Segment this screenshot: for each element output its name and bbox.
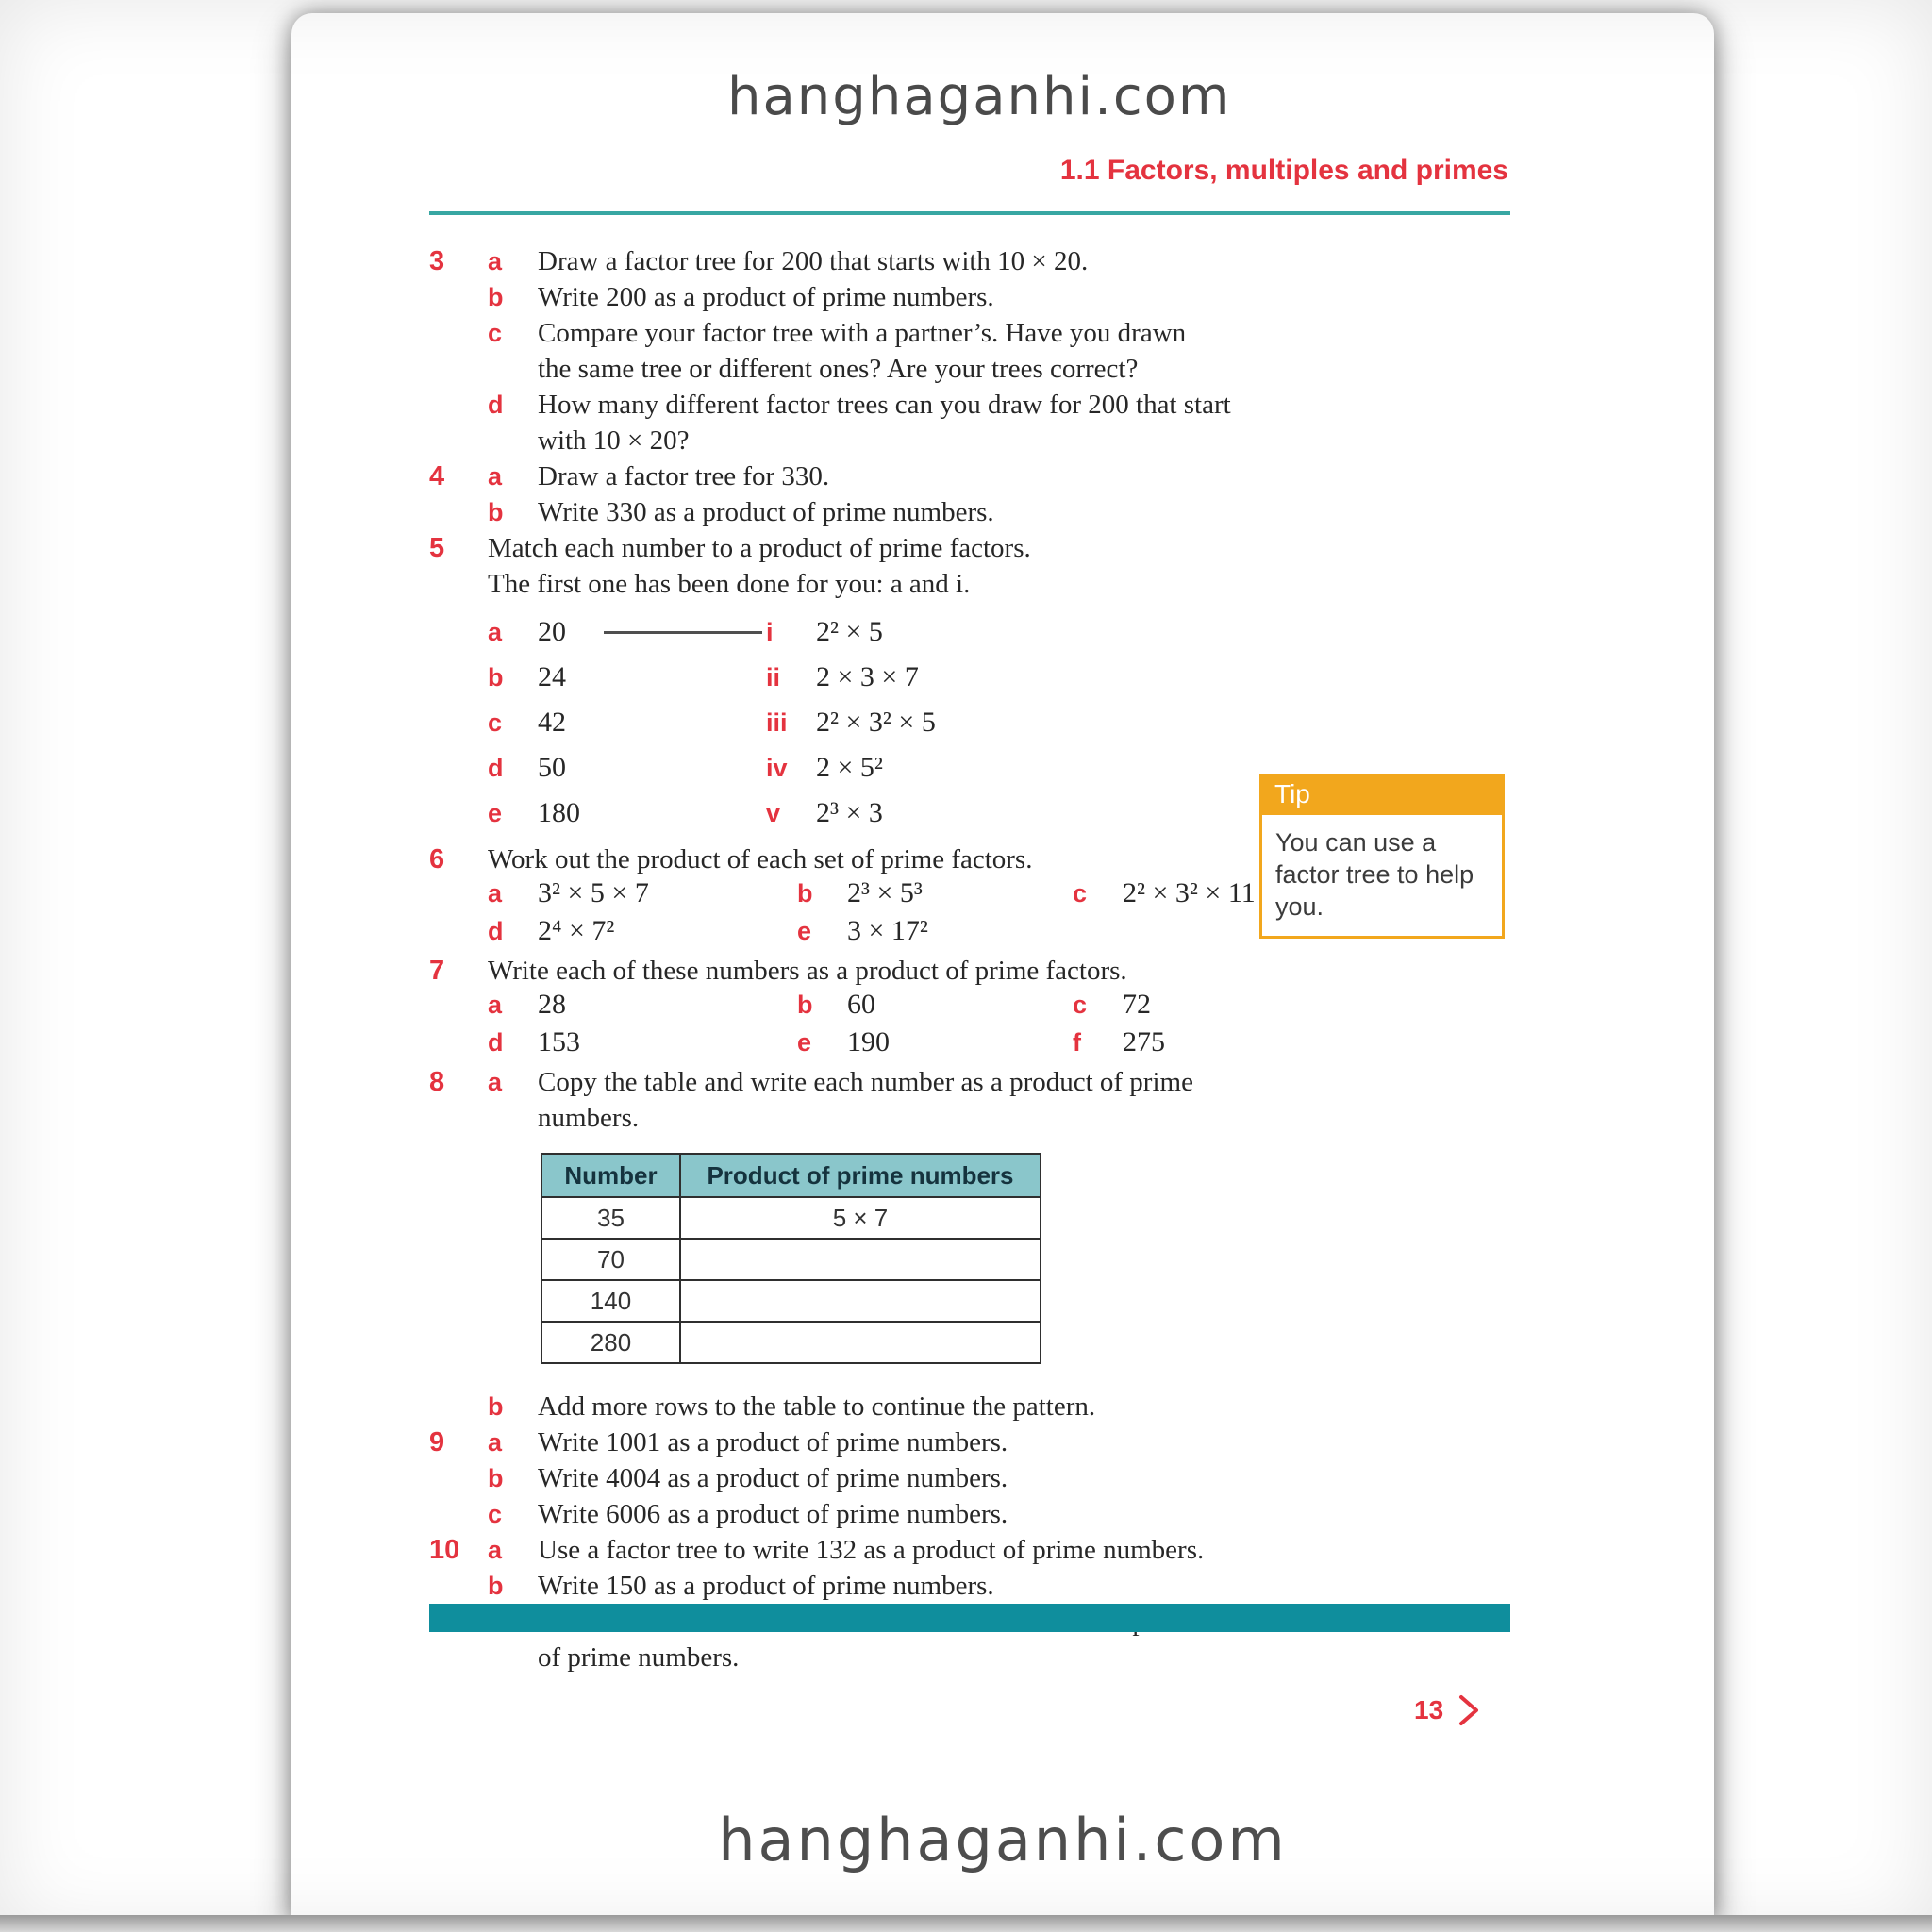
prime-expression: 2⁴ × 7² <box>538 915 615 946</box>
part-label: b <box>488 1392 504 1421</box>
part-label: c <box>488 319 503 347</box>
number-value: 153 <box>538 1026 580 1058</box>
page-number: 13 <box>1414 1695 1444 1724</box>
question-8a <box>429 1064 1533 1136</box>
roman-label: iv <box>766 753 788 782</box>
part-label: c <box>1073 879 1088 908</box>
question-number: 7 <box>429 956 445 986</box>
question-7-stem <box>429 953 1533 989</box>
number-value: 275 <box>1123 1026 1165 1058</box>
question-text: Compare your factor tree with a partner’s. Have you drawn the same tree or different ones? Are your trees correct? <box>538 318 1187 384</box>
part-label: e <box>488 798 503 827</box>
question-9b <box>429 1460 1533 1496</box>
match-row-a <box>429 609 1533 655</box>
question-3d <box>429 387 1533 458</box>
number-value: 72 <box>1123 989 1151 1020</box>
part-label: c <box>1073 991 1088 1019</box>
question-text: Write 200 as a product of prime numbers. <box>538 282 994 312</box>
question-10a <box>429 1532 1533 1568</box>
table-row <box>541 1197 1041 1239</box>
question-text: Match each number to a product of prime factors. The first one has been done for you: a and i. <box>488 533 1031 599</box>
number-value: 60 <box>847 989 875 1020</box>
question-text: Work out the product of each set of prime factors. <box>488 844 1033 874</box>
question-text: Write 330 as a product of prime numbers. <box>538 497 994 527</box>
roman-label: ii <box>766 662 781 691</box>
prime-product: 2 × 3 × 7 <box>816 661 919 692</box>
part-label: f <box>1073 1028 1081 1057</box>
question-3c <box>429 315 1533 387</box>
watermark-bottom: hanghaganhi.com <box>718 1806 1288 1874</box>
roman-label: iii <box>766 708 788 737</box>
section-divider-rule <box>429 211 1510 215</box>
question-text: of prime numbers. <box>538 1642 740 1673</box>
roman-label: v <box>766 798 781 827</box>
question-3a <box>429 243 1533 279</box>
prime-product: 2² × 3² × 5 <box>816 707 936 738</box>
match-number: 50 <box>538 752 566 783</box>
tip-title: Tip <box>1259 774 1505 815</box>
match-number: 42 <box>538 707 566 738</box>
question-text: Write 6006 as a product of prime numbers. <box>538 1499 1008 1529</box>
part-label: c <box>488 708 503 737</box>
table-cell-number: 140 <box>541 1280 680 1322</box>
part-label: a <box>488 617 503 646</box>
table-cell-number: 280 <box>541 1322 680 1363</box>
question-3b <box>429 279 1533 315</box>
question-text: Draw a factor tree for 200 that starts with 10 × 20. <box>538 246 1089 276</box>
question-text: Write 150 as a product of prime numbers. <box>538 1571 994 1601</box>
match-number: 20 <box>538 616 566 647</box>
question-text: Draw a factor tree for 330. <box>538 461 830 491</box>
part-label: b <box>488 1464 504 1492</box>
part-label: a <box>488 462 503 491</box>
part-label: d <box>488 917 504 945</box>
table-header-number: Number <box>541 1154 680 1197</box>
canvas-bottom-edge <box>0 1915 1932 1932</box>
part-label: a <box>488 247 503 275</box>
question-5-stem <box>429 530 1533 602</box>
table-cell-number: 70 <box>541 1239 680 1280</box>
part-label: e <box>797 917 812 945</box>
part-label: a <box>488 991 503 1019</box>
question-10b <box>429 1568 1533 1604</box>
question-9c <box>429 1496 1533 1532</box>
question-text: Copy the table and write each number as a product of prime numbers. <box>538 1067 1193 1133</box>
table-cell-product <box>680 1280 1041 1322</box>
question-text: Use a factor tree to write 132 as a product of prime numbers. <box>538 1535 1205 1565</box>
prime-expression: 2² × 3² × 11 <box>1123 877 1256 908</box>
question-text: How many different factor trees can you draw for 200 that start with 10 × 20? <box>538 390 1231 456</box>
question-number: 10 <box>429 1535 460 1565</box>
watermark-top: hanghaganhi.com <box>727 66 1232 127</box>
table-row <box>541 1322 1041 1363</box>
prime-product: 2³ × 3 <box>816 797 883 828</box>
question-text: Write 1001 as a product of prime numbers. <box>538 1427 1008 1457</box>
match-row-c <box>429 700 1533 745</box>
table-cell-product <box>680 1239 1041 1280</box>
part-label: b <box>488 283 504 311</box>
part-label: b <box>488 662 504 691</box>
match-number: 24 <box>538 661 566 692</box>
section-heading: 1.1 Factors, multiples and primes <box>1059 155 1508 186</box>
part-label: a <box>488 1068 503 1096</box>
table-cell-number: 35 <box>541 1197 680 1239</box>
prime-product: 2 × 5² <box>816 752 883 783</box>
part-label: a <box>488 1428 503 1457</box>
part-label: a <box>488 879 503 908</box>
question-text: Write each of these numbers as a product of prime factors. <box>488 956 1127 986</box>
part-label: c <box>488 1500 503 1528</box>
part-label: d <box>488 391 504 419</box>
part-label: b <box>488 498 504 526</box>
table-header-row <box>541 1154 1041 1197</box>
question-4b <box>429 494 1533 530</box>
number-value: 190 <box>847 1026 890 1058</box>
question-4a <box>429 458 1533 494</box>
part-label: b <box>797 991 813 1019</box>
footer-teal-bar <box>429 1604 1510 1632</box>
question-number: 3 <box>429 246 445 276</box>
question-9a <box>429 1424 1533 1460</box>
question-8b <box>429 1389 1533 1424</box>
tip-text: You can use a factor tree to help you. <box>1259 815 1505 939</box>
question-number: 5 <box>429 533 445 563</box>
prime-numbers-table <box>541 1153 1041 1364</box>
part-label: b <box>797 879 813 908</box>
question-7-row-2 <box>429 1026 1533 1064</box>
prime-expression: 3 × 17² <box>847 915 928 946</box>
question-number: 4 <box>429 461 445 491</box>
match-connector-line <box>604 631 762 634</box>
question-number: 6 <box>429 844 445 874</box>
part-label: b <box>488 1572 504 1600</box>
table-cell-product: 5 × 7 <box>680 1197 1041 1239</box>
part-label: e <box>797 1028 812 1057</box>
question-text: Add more rows to the table to continue the pattern. <box>538 1391 1096 1422</box>
number-value: 28 <box>538 989 566 1020</box>
chevron-right-icon <box>1458 1694 1481 1726</box>
part-label: a <box>488 1536 503 1564</box>
prime-expression: 2³ × 5³ <box>847 877 923 908</box>
exercise-content <box>429 243 1533 1675</box>
question-7-row-1 <box>429 989 1533 1026</box>
book-page <box>291 13 1714 1919</box>
roman-label: i <box>766 617 774 646</box>
question-number: 8 <box>429 1067 445 1097</box>
match-row-b <box>429 655 1533 700</box>
match-number: 180 <box>538 797 580 828</box>
tip-box <box>1259 774 1505 939</box>
part-label: d <box>488 1028 504 1057</box>
question-number: 9 <box>429 1427 445 1457</box>
table-cell-product <box>680 1322 1041 1363</box>
table-row <box>541 1280 1041 1322</box>
page-number-marker <box>1414 1694 1481 1726</box>
part-label: d <box>488 753 504 782</box>
question-text: Write 4004 as a product of prime numbers. <box>538 1463 1008 1493</box>
prime-product: 2² × 5 <box>816 616 883 647</box>
prime-expression: 3² × 5 × 7 <box>538 877 649 908</box>
table-row <box>541 1239 1041 1280</box>
table-header-product: Product of prime numbers <box>680 1154 1041 1197</box>
